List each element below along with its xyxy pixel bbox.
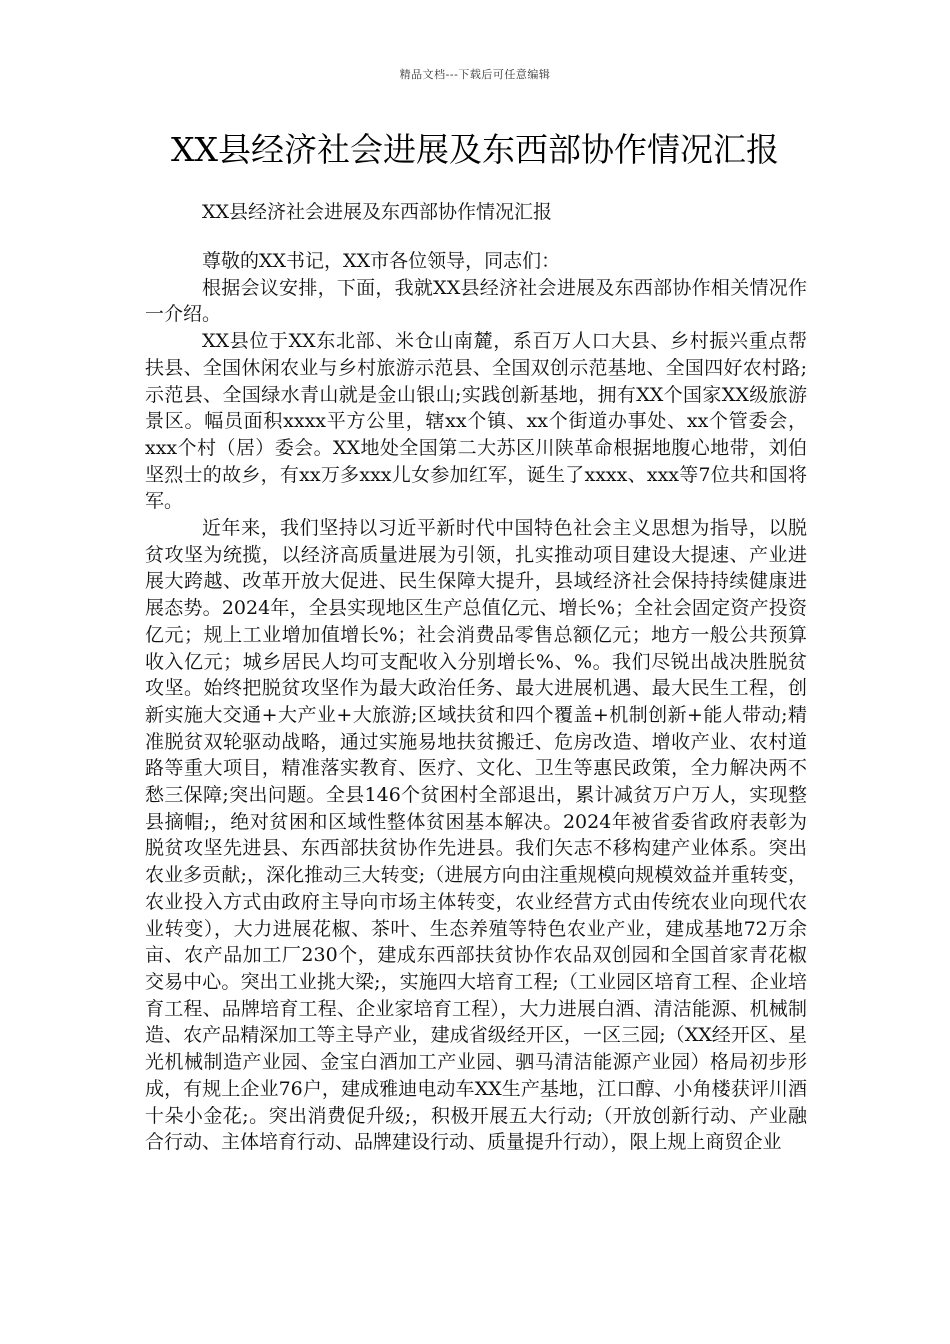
header-note: 精品文档---下载后可任意编辑: [399, 68, 551, 81]
document-title: XX县经济社会进展及东西部协作情况汇报: [171, 130, 779, 169]
salutation-paragraph: 尊敬的XX书记，XX市各位领导，同志们：: [202, 250, 561, 272]
intro-paragraph: 根据会议安排，下面，我就XX县经济社会进展及东西部协作相关情况作一介绍。: [145, 276, 807, 326]
document-body: [145, 248, 807, 1156]
county-overview-paragraph: XX县位于XX东北部、米仓山南麓，系百万人口大县、乡村振兴重点帮扶县、全国休闲农业与乡村旅游示范县、全国双创示范基地、全国四好农村路;示范县、全国绿水青山就是金山银山;实践创新基地，拥有XX个国家XX级旅游景区。幅员面积xxxx平方公里，辖xx个镇、xx个街道办事处、xx个管委会，xxx个村（居）委会。XX地处全国第二大苏区川陕革命根据地腹心地带，刘伯坚烈士的故乡，有xx万多xxx儿女参加红军，诞生了xxxx、xxx等7位共和国将军。: [145, 330, 807, 513]
recent-development-paragraph: 近年来，我们坚持以习近平新时代中国特色社会主义思想为指导，以脱贫攻坚为统揽，以经济高质量进展为引领，扎实推动项目建设大提速、产业进展大跨越、改革开放大促进、民生保障大提升，县域经济社会保持持续健康进展态势。2024年，全县实现地区生产总值亿元、增长%；全社会固定资产投资亿元；规上工业增加值增长%；社会消费品零售总额亿元；地方一般公共预算收入亿元；城乡居民人均可支配收入分别增长%、%。我们尽锐出战决胜脱贫攻坚。始终把脱贫攻坚作为最大政治任务、最大进展机遇、最大民生工程，创新实施大交通+大产业+大旅游;区域扶贫和四个覆盖+机制创新+能人带动;精准脱贫双轮驱动战略，通过实施易地扶贫搬迁、危房改造、增收产业、农村道路等重大项目，精准落实教育、医疗、文化、卫生等惠民政策，全力解决两不愁三保障;突出问题。全县146个贫困村全部退出，累计减贫万户万人，实现整县摘帽;，绝对贫困和区域性整体贫困基本解决。2024年被省委省政府表彰为脱贫攻坚先进县、东西部扶贫协作先进县。我们矢志不移构建产业体系。突出农业多贡献;，深化推动三大转变;（进展方向由注重规模向规模效益并重转变，农业投入方式由政府主导向市场主体转变，农业经营方式由传统农业向现代农业转变），大力进展花椒、茶叶、生态养殖等特色农业产业，建成基地72万余亩、农产品加工厂230个，建成东西部扶贫协作农品双创园和全国首家青花椒交易中心。突出工业挑大梁;，实施四大培育工程;（工业园区培育工程、企业培育工程、品牌培育工程、企业家培育工程），大力进展白酒、清洁能源、机械制造、农产品精深加工等主导产业，建成省级经开区，一区三园;（XX经开区、星光机械制造产业园、金宝白酒加工产业园、驷马清洁能源产业园）格局初步形成，有规上企业76户，建成雅迪电动车XX生产基地，江口醇、小角楼获评川酒十朵小金花;。突出消费促升级;，积极开展五大行动;（开放创新行动、产业融合行动、主体培育行动、品牌建设行动、质量提升行动），限上规上商贸企业: [145, 517, 807, 1154]
document-subtitle: XX县经济社会进展及东西部协作情况汇报: [202, 201, 553, 223]
